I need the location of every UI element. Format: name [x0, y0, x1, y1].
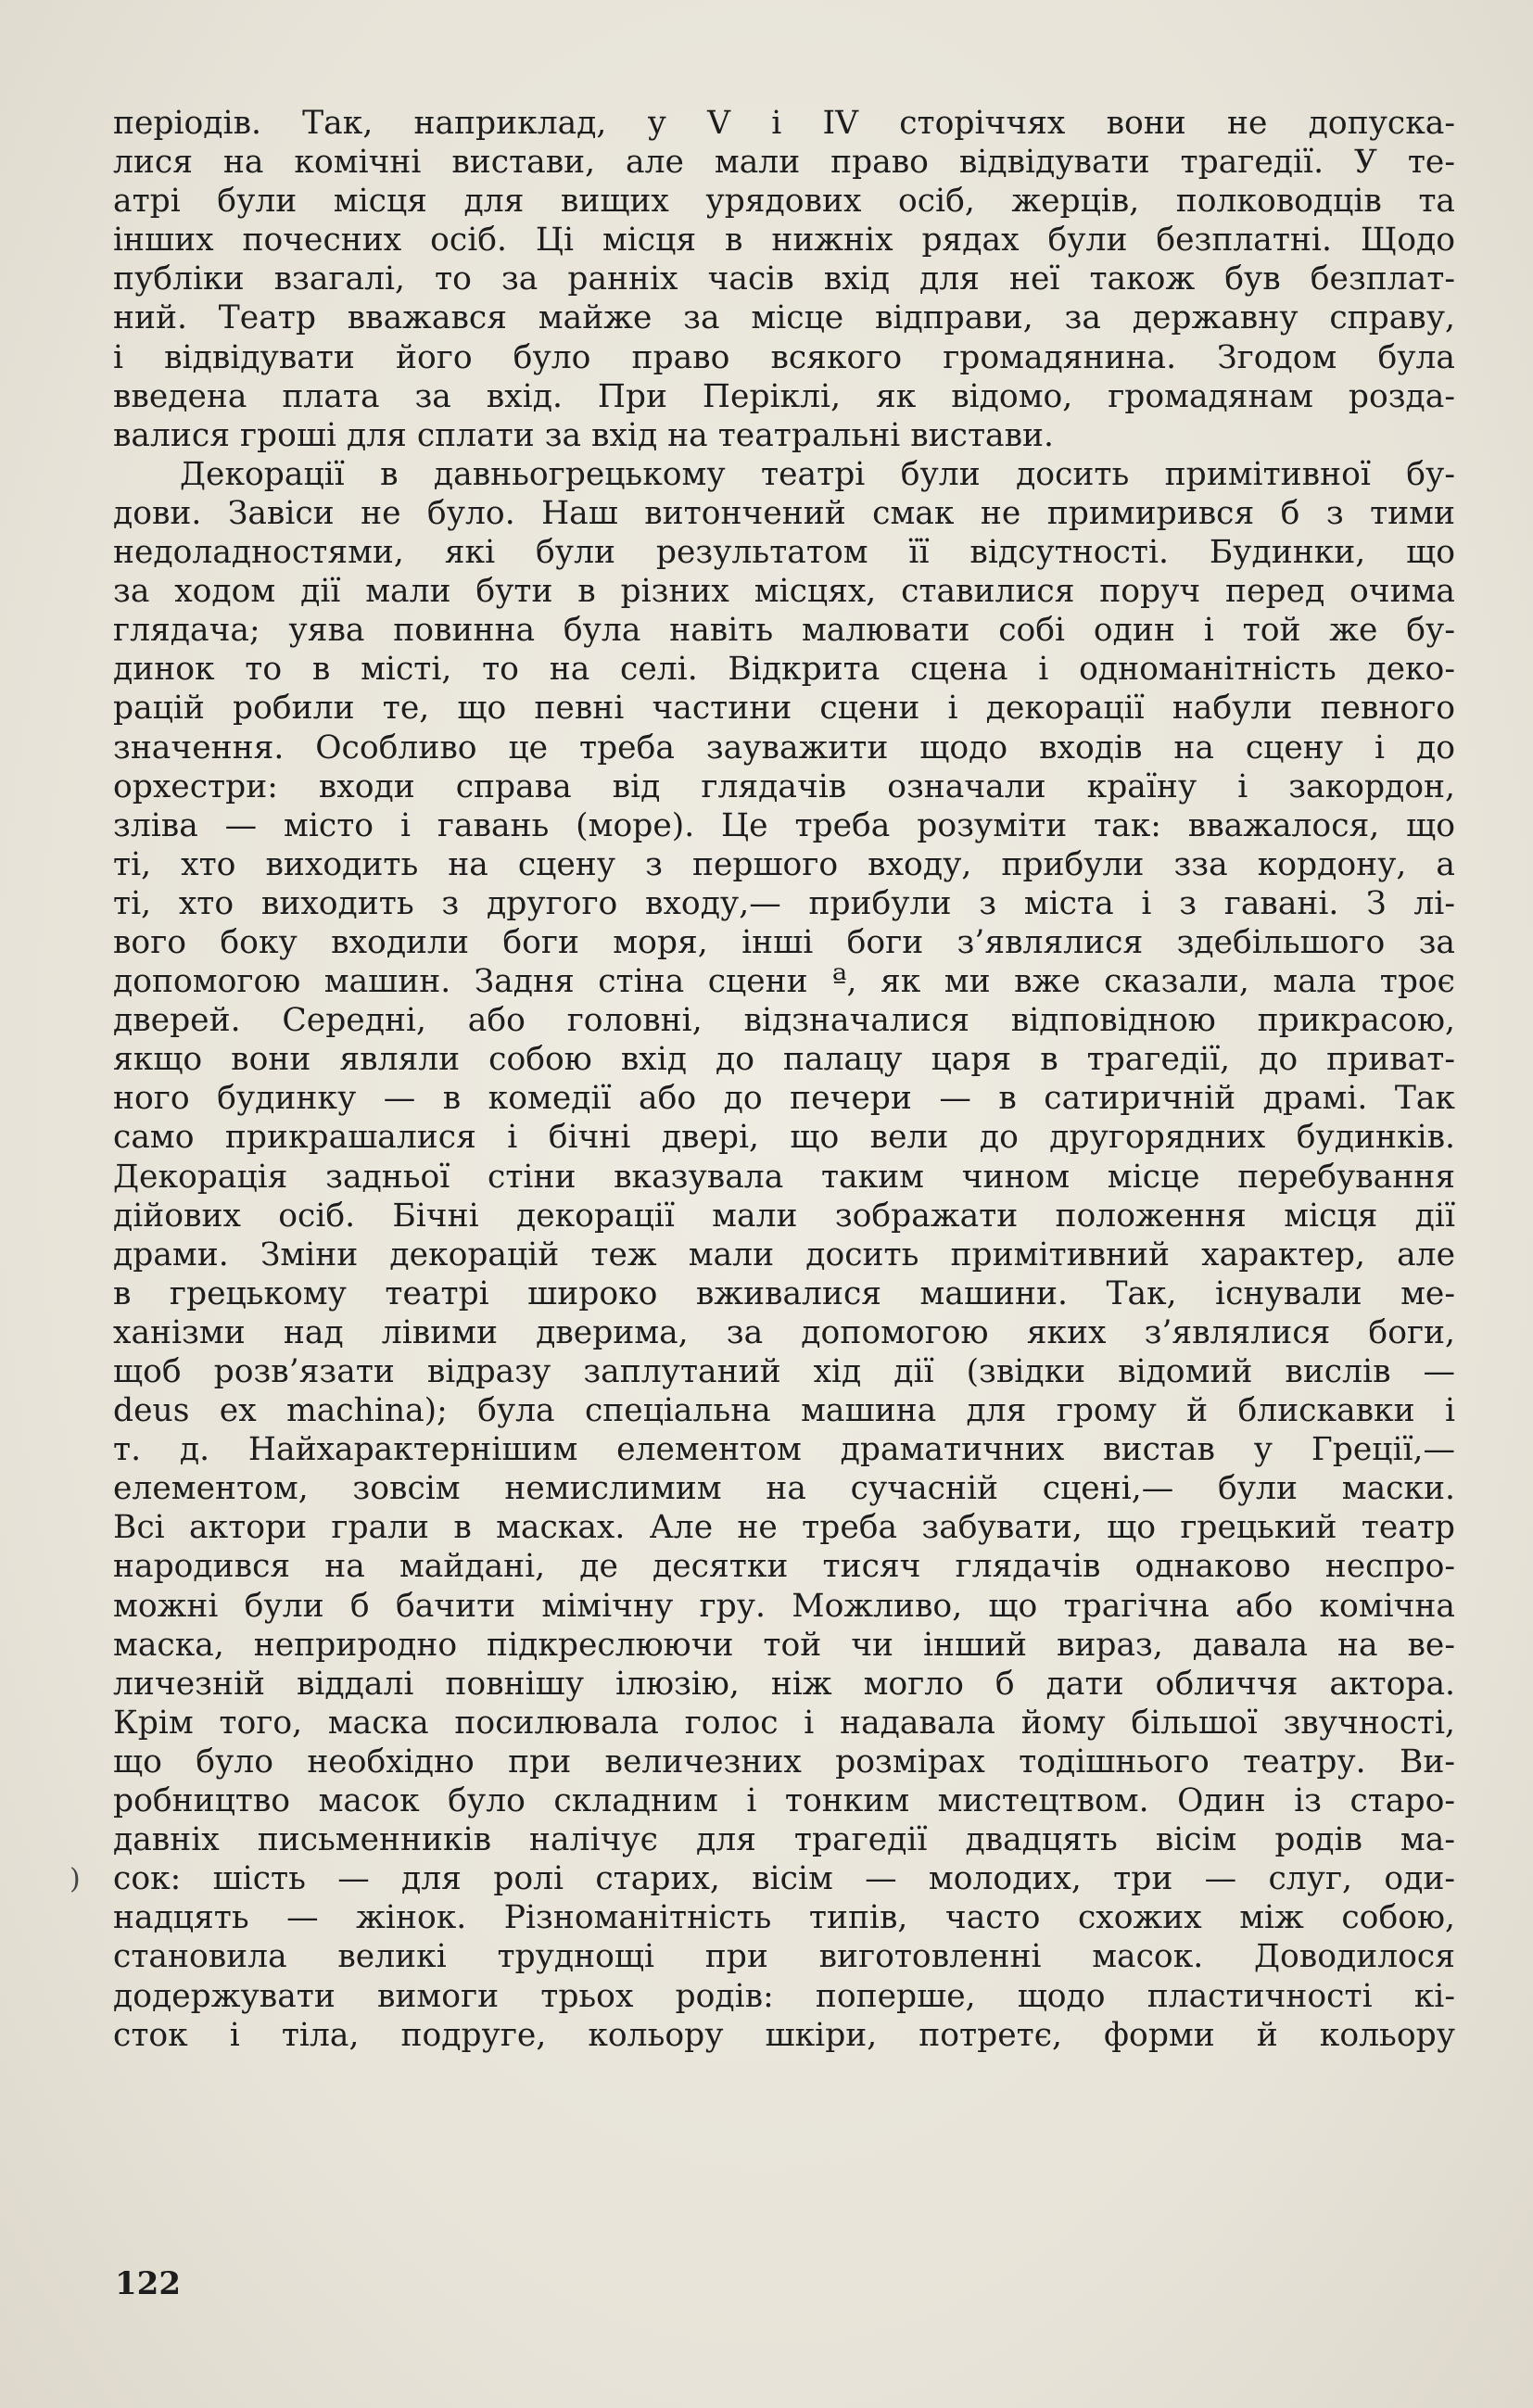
- margin-mark: ): [70, 1863, 81, 1895]
- text-line: ханізми над лівими дверима, за допомогою яких з’являлися боги,: [113, 1313, 1455, 1351]
- text-line: сток і тіла, подруге, кольору шкіри, потретє, форми й кольору: [113, 2016, 1455, 2054]
- text-line: становила великі труднощі при виготовленні масок. Доводилося: [113, 1938, 1455, 1976]
- text-line: ті, хто виходить з другого входу,— прибули з міста і з гавані. З лі-: [113, 884, 1455, 922]
- text-line: що було необхідно при величезних розмірах тодішнього театру. Ви-: [113, 1743, 1455, 1781]
- text-line: в грецькому театрі широко вживалися машини. Так, існували ме-: [113, 1274, 1455, 1312]
- text-line: щоб розв’язати відразу заплутаний хід дії (звідки відомий вислів —: [113, 1353, 1455, 1390]
- text-line: орхестри: входи справа від глядачів означали країну і закордон,: [113, 767, 1455, 805]
- text-line: Крім того, маска посилювала голос і надавала йому більшої звучності,: [113, 1704, 1455, 1742]
- text-line: допомогою машин. Задня стіна сцени ª, як ми вже сказали, мала троє: [113, 963, 1455, 1001]
- text-line: народився на майдані, де десятки тисяч глядачів однаково неспро-: [113, 1548, 1455, 1586]
- text-line: якщо вони являли собою вхід до палацу царя в трагедії, до приват-: [113, 1041, 1455, 1079]
- text-line: Всі актори грали в масках. Але не треба забувати, що грецький театр: [113, 1509, 1455, 1547]
- text-line: личезній віддалі повнішу ілюзію, ніж могло б дати обличчя актора.: [113, 1665, 1455, 1703]
- body-text: [113, 104, 1455, 2055]
- text-line: давніх письменників налічує для трагедії двадцять вісім родів ма-: [113, 1821, 1455, 1859]
- text-line: ті, хто виходить на сцену з першого входу, прибули зза кордону, а: [113, 845, 1455, 883]
- text-line: ний. Театр вважався майже за місце відправи, за державну справу,: [113, 299, 1455, 337]
- text-line: надцять — жінок. Різноманітність типів, часто схожих між собою,: [113, 1899, 1455, 1937]
- text-line: динок то в місті, то на селі. Відкрита сцена і одноманітність деко-: [113, 651, 1455, 689]
- text-line: робництво масок було складним і тонким мистецтвом. Один із старо-: [113, 1782, 1455, 1820]
- text-line: введена плата за вхід. При Періклі, як відомо, громадянам розда-: [113, 377, 1455, 415]
- text-line: драми. Зміни декорацій теж мали досить примітивний характер, але: [113, 1236, 1455, 1274]
- text-line: періодів. Так, наприклад, у V і IV сторіччях вони не допуска-: [113, 105, 1455, 142]
- text-line: зліва — місто і гавань (море). Це треба розуміти так: вважалося, що: [113, 806, 1455, 844]
- text-line: дверей. Середні, або головні, відзначалися відповідною прикрасою,: [113, 1002, 1455, 1040]
- text-line: сок: шість — для ролі старих, вісім — молодих, три — слуг, оди-: [113, 1860, 1455, 1898]
- text-line: додержувати вимоги трьох родів: поперше, щодо пластичності кі-: [113, 1977, 1455, 2015]
- text-line: недоладностями, які були результатом її відсутності. Будинки, що: [113, 534, 1455, 572]
- text-line: дови. Завіси не було. Наш витончений смак не примирився б з тими: [113, 494, 1455, 532]
- text-line: рацій робили те, що певні частини сцени і декорації набули певного: [113, 690, 1455, 728]
- text-line: лися на комічні вистави, але мали право відвідувати трагедії. У те-: [113, 144, 1455, 182]
- text-line: валися гроші для сплати за вхід на театральні вистави.: [113, 416, 1054, 454]
- text-line: Декорації в давньогрецькому театрі були досить примітивної бу-: [180, 455, 1455, 493]
- text-line: публіки взагалі, то за ранніх часів вхід для неї також був безплат-: [113, 260, 1455, 298]
- text-line: дійових осіб. Бічні декорації мали зображати положення місця дії: [113, 1197, 1455, 1235]
- text-line: т. д. Найхарактернішим елементом драматичних вистав у Греції,—: [113, 1431, 1455, 1469]
- text-line: ного будинку — в комедії або до печери — в сатиричній драмі. Так: [113, 1080, 1455, 1118]
- text-line: само прикрашалися і бічні двері, що вели до другорядних будинків.: [113, 1119, 1455, 1157]
- text-line: інших почесних осіб. Ці місця в нижніх рядах були безплатні. Щодо: [113, 222, 1455, 260]
- text-line: значення. Особливо це треба зауважити щодо входів на сцену і до: [113, 729, 1455, 767]
- page-number: 122: [115, 2265, 181, 2302]
- text-line: атрі були місця для вищих урядових осіб, жерців, полководців та: [113, 183, 1455, 221]
- text-line: і відвідувати його було право всякого громадянина. Згодом була: [113, 338, 1455, 376]
- text-line: за ходом дії мали бути в різних місцях, ставилися поруч перед очима: [113, 573, 1455, 611]
- text-line: глядача; уява повинна була навіть малювати собі один і той же бу-: [113, 612, 1455, 650]
- text-line: вого боку входили боги моря, інші боги з’являлися здебільшого за: [113, 923, 1455, 961]
- text-line: маска, неприродно підкреслюючи той чи інший вираз, давала на ве-: [113, 1626, 1455, 1664]
- text-line: можні були б бачити мімічну гру. Можливо, що трагічна або комічна: [113, 1587, 1455, 1625]
- text-line: елементом, зовсім немислимим на сучасній сцені,— були маски.: [113, 1470, 1455, 1508]
- text-line: deus ex machina); була спеціальна машина для грому й блискавки і: [113, 1392, 1455, 1430]
- text-line: Декорація задньої стіни вказувала таким чином місце перебування: [113, 1158, 1455, 1196]
